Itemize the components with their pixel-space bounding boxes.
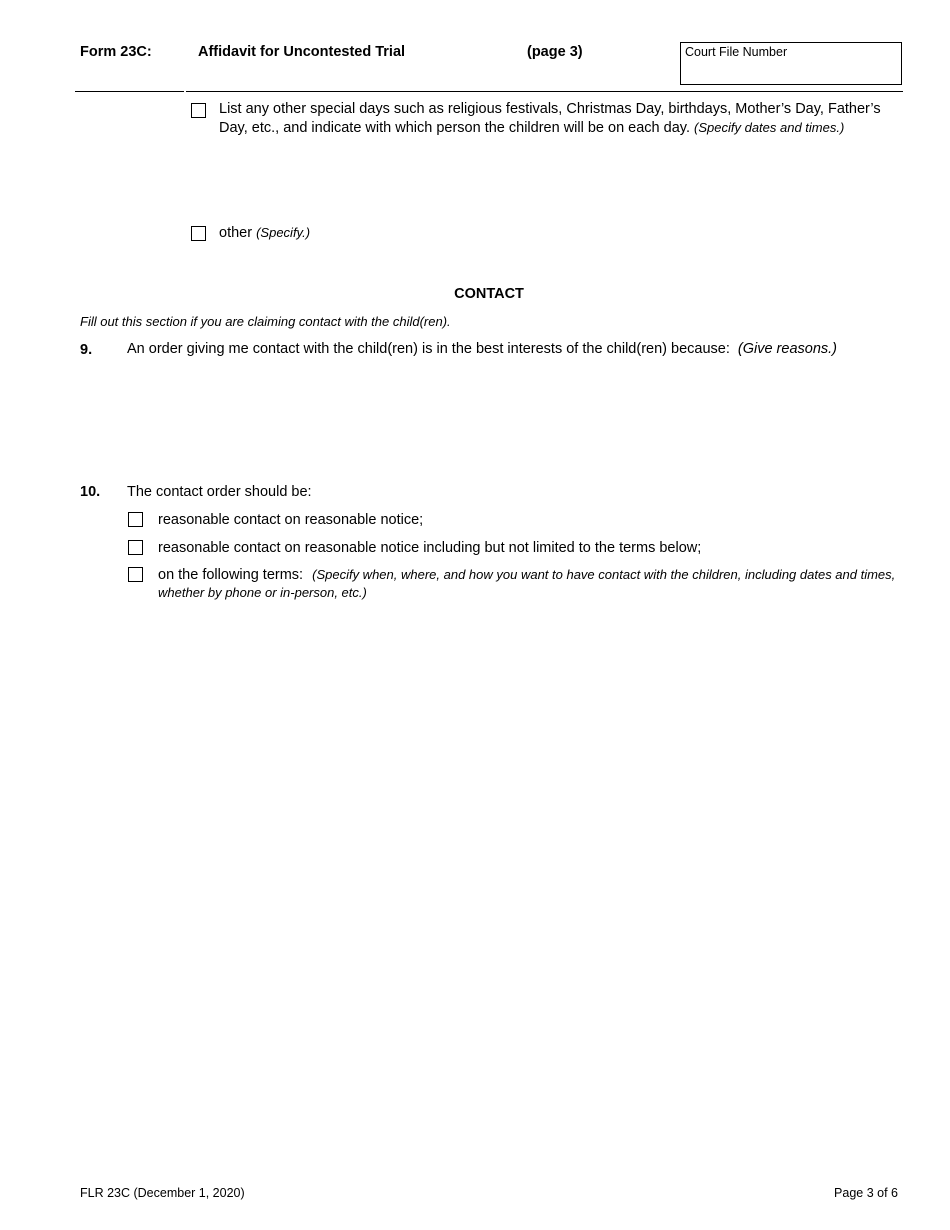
item-9-instruction: (Give reasons.) — [737, 341, 838, 357]
court-file-number-field[interactable] — [680, 42, 902, 85]
following-terms-label: on the following terms: — [158, 567, 304, 583]
item-10-number: 10. — [80, 484, 101, 500]
reasonable-contact-terms-checkbox[interactable] — [128, 540, 143, 555]
special-days-text — [219, 100, 904, 137]
other-label: other — [219, 225, 253, 241]
reasonable-contact-checkbox[interactable] — [128, 512, 143, 527]
special-days-label: List any other special days such as religious festivals, Christmas Day, birthdays, Mother’s Day, Father’s Day, etc., and indicate with which person the children will be on each day. — [219, 101, 881, 136]
following-terms-instruction: (Specify when, where, and how you want to have contact with the children, including dates and times, whether by phone or in-person, etc.) — [158, 567, 896, 600]
court-file-number-label: Court File Number — [685, 45, 788, 59]
other-checkbox[interactable] — [191, 226, 206, 241]
form-number: Form 23C: — [80, 44, 152, 60]
contact-section-title: CONTACT — [454, 286, 524, 302]
item-10-label: The contact order should be: — [127, 484, 312, 500]
reasonable-contact-label: reasonable contact on reasonable notice; — [158, 512, 424, 528]
footer-form-id: FLR 23C (December 1, 2020) — [80, 1186, 245, 1200]
reasonable-contact-terms-label: reasonable contact on reasonable notice including but not limited to the terms below; — [158, 540, 702, 556]
following-terms-text — [158, 566, 898, 602]
item-9-text — [127, 340, 907, 359]
header-rule-right — [186, 91, 903, 92]
other-text — [219, 224, 310, 243]
page-label: (page 3) — [527, 44, 583, 60]
item-9-label: An order giving me contact with the child(ren) is in the best interests of the child(ren) because: — [127, 341, 730, 357]
special-days-checkbox[interactable] — [191, 103, 206, 118]
other-instruction: (Specify.) — [256, 225, 311, 240]
item-9-number: 9. — [80, 342, 93, 358]
header-rule-left — [75, 91, 184, 92]
special-days-instruction: (Specify dates and times.) — [694, 119, 845, 135]
form-title: Affidavit for Uncontested Trial — [198, 44, 406, 60]
footer-page-number: Page 3 of 6 — [834, 1186, 898, 1200]
following-terms-checkbox[interactable] — [128, 567, 143, 582]
contact-intro: Fill out this section if you are claiming contact with the child(ren). — [80, 314, 451, 329]
